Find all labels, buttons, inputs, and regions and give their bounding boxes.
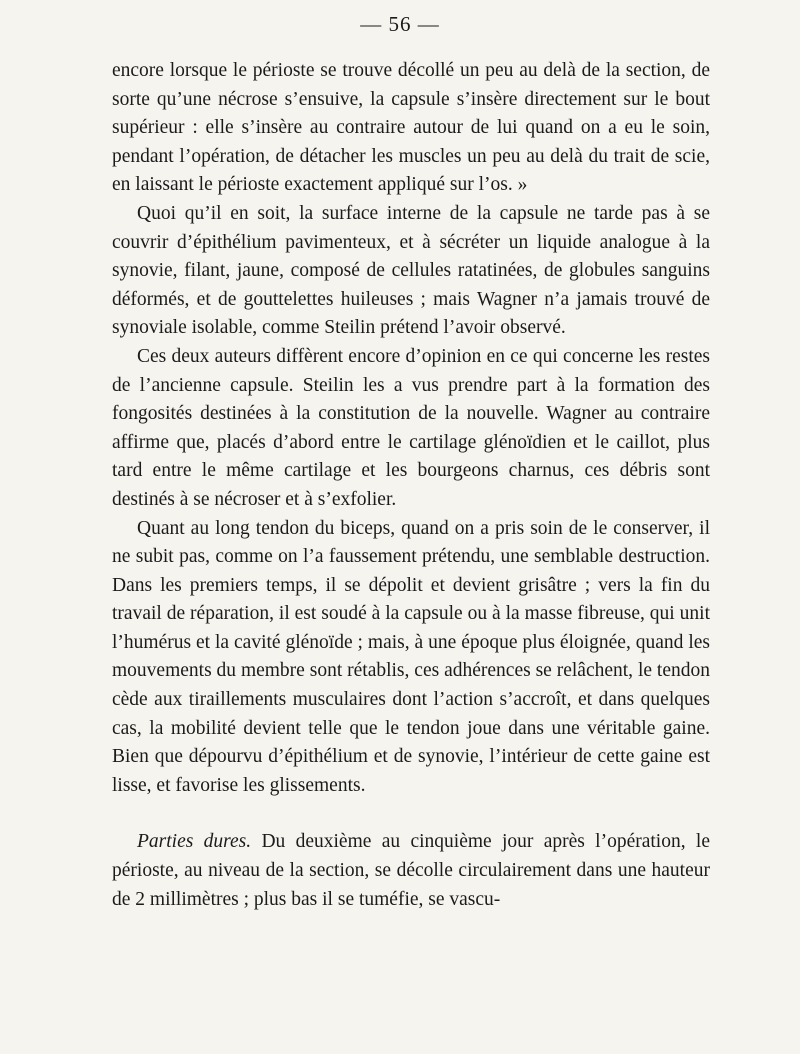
paragraph-continuation: encore lorsque le périoste se trouve décollé un peu au delà de la section, de sorte qu’une nécrose s’ensuive, la capsule s’insère directement sur le bout supérieur : elle s’insère au contraire autour de lui quand on a eu le soin, pendant l’opération, de détacher les muscles un peu au delà du trait de scie, en laissant le périoste exactement appliqué sur l’os. » (112, 60, 710, 196)
paragraph-biceps-tendon: Quant au long tendon du biceps, quand on a pris soin de le conserver, il ne subit pas, comme on l’a faussement prétendu, une semblable destruction. Dans les premiers temps, il se dépolit et devient grisâtre ; vers la fin du travail de réparation, il est soudé à la capsule ou à la masse fibreuse, qui unit l’humérus et la cavité glénoïde ; mais, à une époque plus éloignée, quand les mouvements du membre sont rétablis, ces adhérences se relâchent, le tendon cède aux tiraillements musculaires dont l’action s’accroît, et dans quelques cas, la mobilité devient telle que le tendon joue dans une véritable gaine. Bien que dépourvu d’épithélium et de synovie, l’intérieur de cette gaine est lisse, et favorise les glissements. (112, 517, 710, 796)
paragraph-synovial-lining: Quoi qu’il en soit, la surface interne de la capsule ne tarde pas à se couvrir d’épithélium pavimenteux, et à sécréter un liquide analogue à la synovie, filant, jaune, composé de cellules ratatinées, de globules sanguins déformés, et de gouttelettes huileuses ; mais Wagner n’a jamais trouvé de synoviale isolable, comme Steilin prétend l’avoir observé. (112, 202, 710, 339)
paragraph-old-capsule: Ces deux auteurs diffèrent encore d’opinion en ce qui concerne les restes de l’ancienne capsule. Steilin les a vus prendre part à la formation des fongosités destinées à la constitution de la nouvelle. Wagner au contraire affirme que, placés d’abord entre le cartilage glénoïdien et le caillot, plus tard entre le même cartilage et les bourgeons charnus, ces débris sont destinés à se nécroser et à s’exfolier. (112, 345, 710, 510)
body-text (112, 57, 710, 914)
paragraph-hard-parts (112, 828, 710, 914)
paragraph-hard-parts-text: Du deuxième au cinquième jour après l’opération, le périoste, au niveau de la section, se décolle circulairement dans une hauteur de 2 millimètres ; plus bas il se tuméfie, se vascu- (112, 831, 710, 910)
page-number: — 56 — (360, 12, 440, 36)
section-heading-hard-parts: Parties dures. (137, 831, 252, 853)
